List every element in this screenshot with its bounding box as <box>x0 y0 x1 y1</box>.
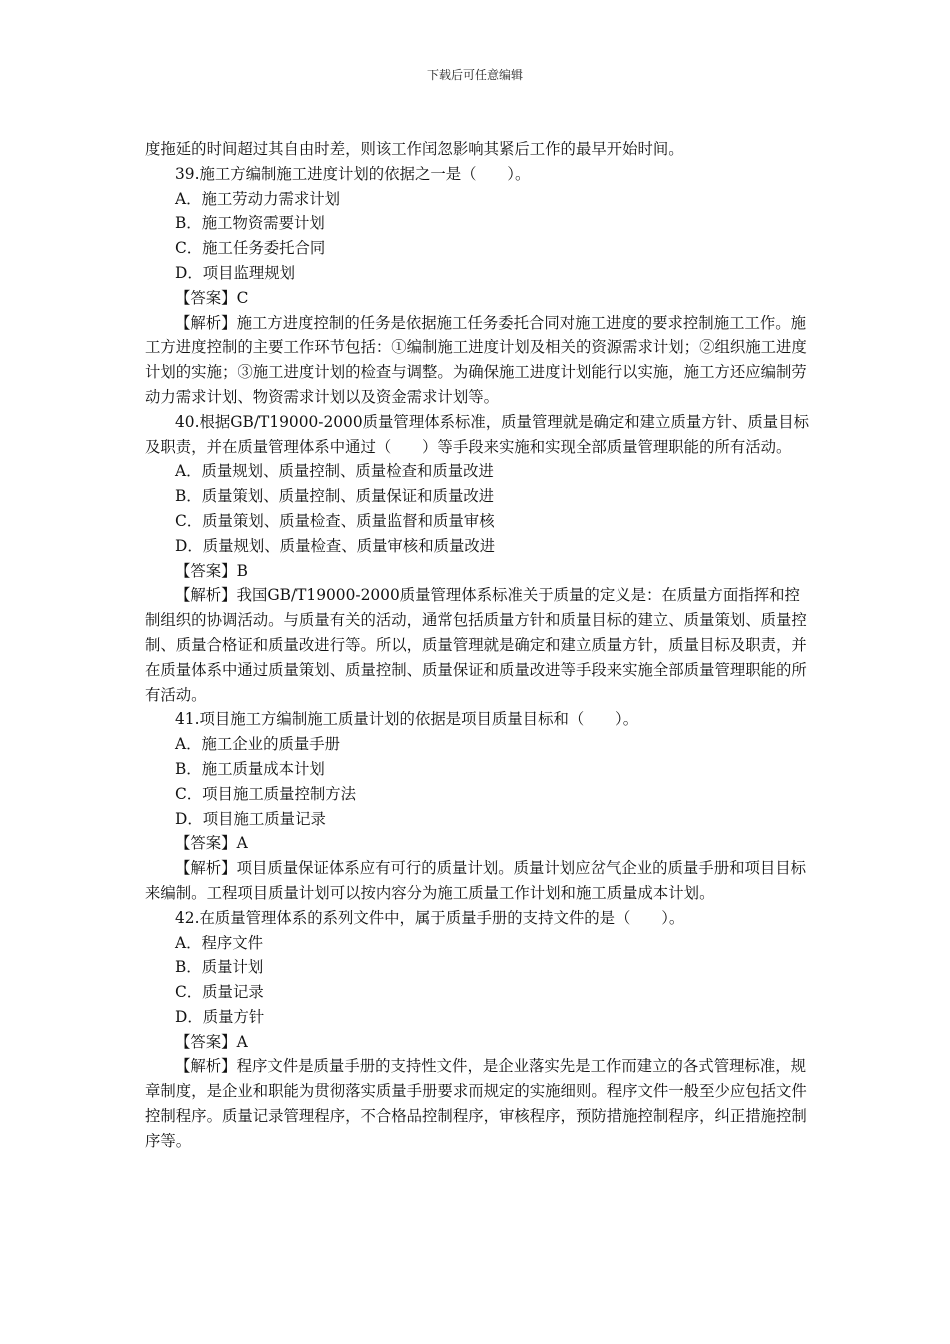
analysis <box>145 311 810 410</box>
analysis-label: 【解析】 <box>175 313 237 332</box>
analysis <box>145 583 810 707</box>
document-body <box>145 137 810 1154</box>
option-c: C．质量策划、质量检查、质量监督和质量审核 <box>175 511 495 530</box>
question-stem: 39.施工方编制施工进度计划的依据之一是（ ）。 <box>175 164 531 183</box>
question-stem: 42.在质量管理体系的系列文件中，属于质量手册的支持文件的是（ ）。 <box>175 908 685 927</box>
option-b: B．施工质量成本计划 <box>175 759 325 778</box>
option-a: A．施工企业的质量手册 <box>175 735 341 754</box>
answer <box>145 286 810 311</box>
answer-label: 【答案】 <box>175 288 237 307</box>
option-a: A．程序文件 <box>175 933 264 952</box>
analysis-text: 程序文件是质量手册的支持性文件，是企业落实先是工作而建立的各式管理标准，规章制度，是企业和职能为贯彻落实质量手册要求而规定的实施细则。程序文件一般至少应包括文件控制程序。质量记录管理程序，不合格品控制程序，审核程序，预防措施控制程序，纠正措施控制序等。 <box>145 1057 807 1150</box>
analysis <box>145 1054 810 1153</box>
answer-value: B <box>236 561 248 580</box>
option-d: D．项目施工质量记录 <box>175 809 326 828</box>
answer <box>145 831 810 856</box>
question-41 <box>145 707 810 905</box>
analysis-label: 【解析】 <box>175 586 237 605</box>
analysis-text: 项目质量保证体系应有可行的质量计划。质量计划应岔气企业的质量手册和项目目标来编制。工程项目质量计划可以按内容分为施工质量工作计划和施工质量成本计划。 <box>145 859 807 902</box>
analysis-text: 施工方进度控制的任务是依据施工任务委托合同对施工进度的要求控制施工工作。施工方进度控制的主要工作环节包括：①编制施工进度计划及相关的资源需求计划；②组织施工进度计划的实施；③施工进度计划的检查与调整。为确保施工进度计划能行以实施，施工方还应编制劳动力需求计划、物资需求计划以及资金需求计划等。 <box>145 313 807 406</box>
answer-value: A <box>236 1032 248 1051</box>
answer-label: 【答案】 <box>175 561 237 580</box>
answer-value: A <box>236 834 248 853</box>
option-c: C．项目施工质量控制方法 <box>175 784 357 803</box>
analysis-label: 【解析】 <box>175 859 237 878</box>
analysis <box>145 856 810 906</box>
question-stem: 41.项目施工方编制施工质量计划的依据是项目质量目标和（ ）。 <box>175 710 639 729</box>
question-40 <box>145 410 810 708</box>
answer <box>145 559 810 584</box>
option-d: D．项目监理规划 <box>175 263 296 282</box>
option-b: B．施工物资需要计划 <box>175 214 325 233</box>
analysis-text: 我国GB/T19000-2000质量管理体系标准关于质量的定义是：在质量方面指挥和控制组织的协调活动。与质量有关的活动，通常包括质量方针和质量目标的建立、质量策划、质量控制、质量合格证和质量改进行等。所以，质量管理就是确定和建立质量方针，质量目标及职责，并在质量体系中通过质量策划、质量控制、质量保证和质量改进等手段来实施全部质量管理职能的所有活动。 <box>145 586 807 704</box>
continuation-text: 度拖延的时间超过其自由时差，则该工作闰忽影响其紧后工作的最早开始时间。 <box>145 140 684 158</box>
option-b: B．质量计划 <box>175 958 264 977</box>
question-stem: 40.根据GB/T19000-2000质量管理体系标准，质量管理就是确定和建立质量方针、质量目标及职责，并在质量管理体系中通过（ ）等手段来实施和实现全部质量管理职能的所有活动。 <box>145 412 809 456</box>
answer-label: 【答案】 <box>175 834 237 853</box>
option-c: C．质量记录 <box>175 983 264 1002</box>
option-d: D．质量方针 <box>175 1007 265 1026</box>
answer-value: C <box>236 288 249 307</box>
option-a: A．质量规划、质量控制、质量检查和质量改进 <box>175 462 494 481</box>
option-c: C．施工任务委托合同 <box>175 239 326 258</box>
answer-label: 【答案】 <box>175 1032 237 1051</box>
page-header: 下载后可任意编辑 <box>426 68 523 82</box>
option-b: B．质量策划、质量控制、质量保证和质量改进 <box>175 487 495 506</box>
option-d: D．质量规划、质量检查、质量审核和质量改进 <box>175 536 496 555</box>
answer <box>145 1030 810 1055</box>
option-a: A．施工劳动力需求计划 <box>175 189 341 208</box>
analysis-label: 【解析】 <box>175 1057 237 1076</box>
question-42 <box>145 906 810 1154</box>
question-39 <box>145 162 810 410</box>
